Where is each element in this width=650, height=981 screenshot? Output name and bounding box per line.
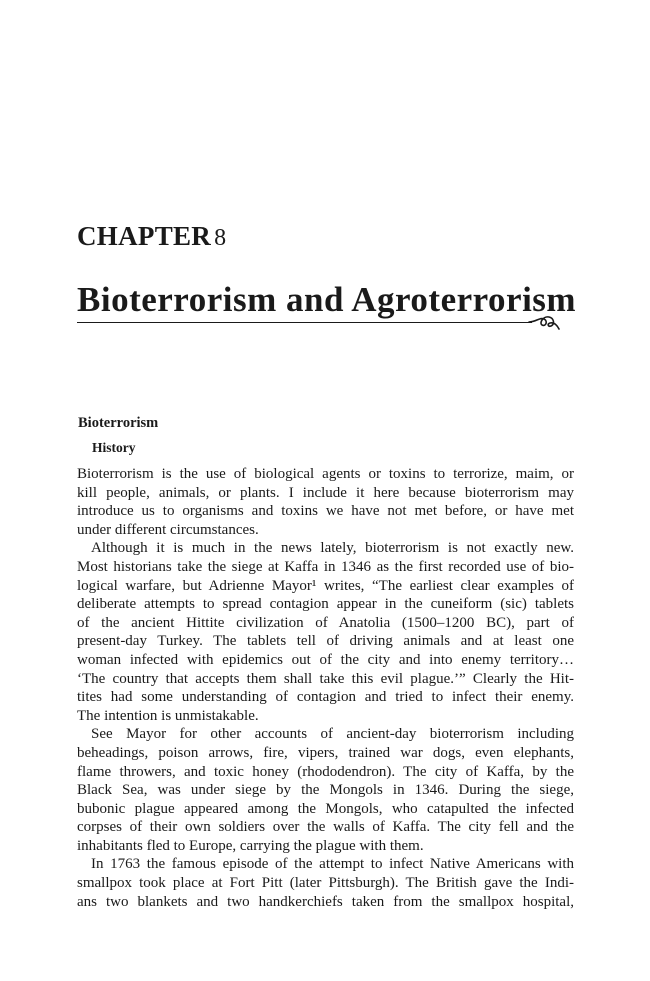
body-text (77, 465, 574, 911)
subsection-heading: History (92, 440, 136, 455)
body-line: Black Sea, was under siege by the Mongols in 1346. During the siege, (77, 782, 574, 799)
chapter-number: 8 (214, 225, 227, 251)
section-heading: Bioterrorism (78, 415, 159, 431)
body-line: kill people, animals, or plants. I include it here because bioterrorism may (77, 484, 574, 501)
body-line: Most historians take the siege at Kaffa in 1346 as the first recorded use of bio- (77, 558, 574, 575)
body-line: flame throwers, and toxic honey (rhododendron). The city of Kaffa, by the (77, 763, 574, 780)
body-line: smallpox took place at Fort Pitt (later Pittsburgh). The British gave the Indi- (77, 875, 574, 892)
title-rule (77, 322, 532, 323)
body-line: deliberate attempts to spread contagion appear in the cuneiform (sic) tablets (77, 596, 574, 613)
body-line: tites had some understanding of contagion and tried to infect their enemy. (77, 689, 574, 706)
body-line: See Mayor for other accounts of ancient-day bioterrorism including (91, 726, 574, 743)
body-line: corpses of their own soldiers over the walls of Kaffa. The city fell and the (77, 819, 574, 836)
body-line: inhabitants fled to Europe, carrying the plague with them. (77, 837, 424, 854)
chapter-title: Bioterrorism and Agroterrorism (77, 280, 577, 319)
flourish-ornament-icon (528, 311, 560, 333)
body-line: woman infected with epidemics out of the city and into enemy territory… (77, 651, 574, 668)
body-line: introduce us to organisms and toxins we have not met before, or have met (77, 503, 574, 520)
body-line: ‘The country that accepts them shall take this evil plague.’” Clearly the Hit- (77, 670, 574, 687)
chapter-label-text: CHAPTER (77, 221, 212, 251)
body-line: present-day Turkey. The tablets tell of driving animals and at least one (77, 633, 574, 650)
body-line: In 1763 the famous episode of the attempt to infect Native Americans with (91, 856, 574, 873)
body-line: ans two blankets and two handkerchiefs taken from the smallpox hospital, (77, 893, 574, 910)
body-line: logical warfare, but Adrienne Mayor¹ writes, “The earliest clear examples of (77, 577, 574, 594)
chapter-label (77, 221, 226, 252)
body-line: beheadings, poison arrows, fire, vipers, trained war dogs, even elephants, (77, 744, 574, 761)
body-line: Although it is much in the news lately, bioterrorism is not exactly new. (91, 540, 574, 557)
body-line: under different circumstances. (77, 521, 259, 538)
body-line: of the ancient Hittite civilization of Anatolia (1500–1200 BC), part of (77, 614, 574, 631)
body-line: Bioterrorism is the use of biological agents or toxins to terrorize, maim, or (77, 466, 574, 482)
body-line: bubonic plague appeared among the Mongols, who catapulted the infected (77, 800, 574, 817)
body-line: The intention is unmistakable. (77, 707, 259, 724)
